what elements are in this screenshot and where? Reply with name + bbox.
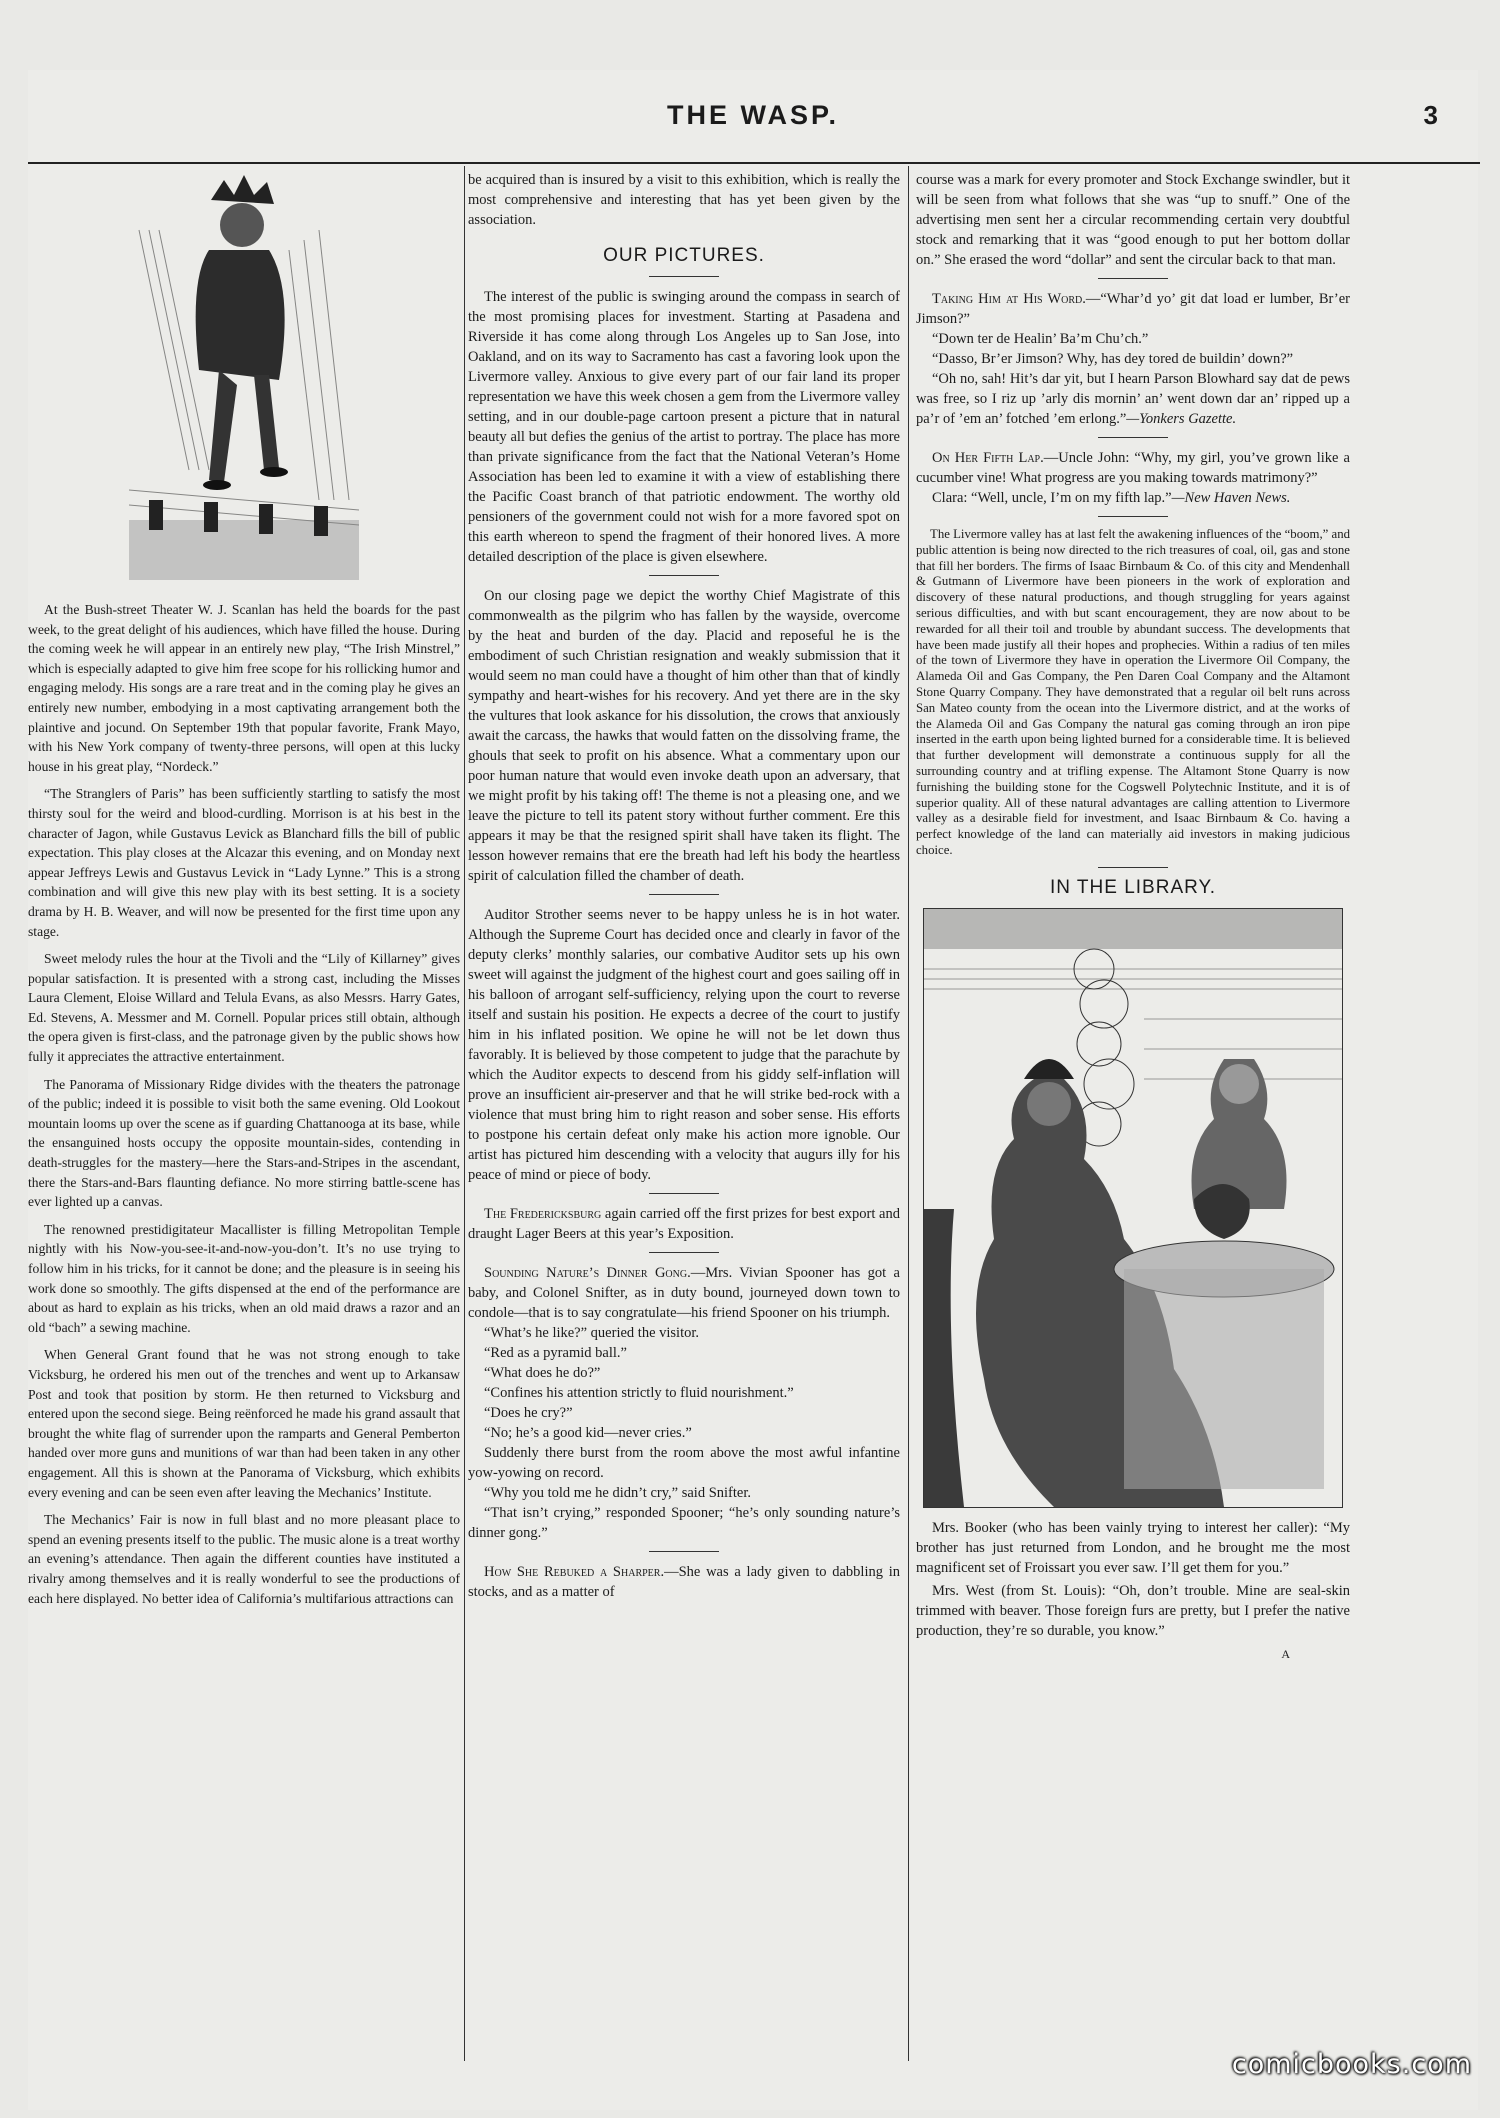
lap-line-text: Clara: “Well, uncle, I’m on my fifth lap.”	[932, 490, 1172, 506]
divider	[649, 1193, 719, 1194]
gong-item	[468, 1263, 900, 1323]
col1-paragraph-4: The Panorama of Missionary Ridge divides with the theaters the patronage of the public; indeed it is possible to visit both the same evening. Old Lookout mountain looms up over the scene as if guarding Chattanooga at its base, while the ensanguined hosts occupy the opposite mountain-sides, contending in death-struggles for the mastery—here the Stars-and-Stripes in the ascendant, there the Stars-and-Bars flaunting defiance. No more stirring battle-scene has ever lighted up a canvas.	[28, 1076, 460, 1210]
word-line-text: “Oh no, sah! Hit’s dar yit, but I hearn Parson Blowhard say dat de pews was free, so I riz up ’arly dis mornin’ an’ went down dar an’ ripped up a pa’r of ’em an’ fotched ’em erlong.”	[916, 371, 1350, 427]
library-illustration	[923, 908, 1343, 1508]
header-rule	[28, 162, 1480, 164]
fredericksburg-item	[468, 1204, 900, 1244]
sharper-title: How She Rebuked a Sharper.	[484, 1564, 665, 1580]
masthead	[28, 100, 1478, 150]
gong-line: “What’s he like?” queried the visitor.	[484, 1325, 700, 1341]
column-3	[916, 170, 1350, 2060]
gong-line: Suddenly there burst from the room above the most awful infantine yow-yowing on record.	[468, 1445, 900, 1481]
word-line: “Dasso, Br’er Jimson? Why, has dey tored de buildin’ down?”	[932, 351, 1294, 367]
word-item	[916, 289, 1350, 329]
divider	[649, 276, 719, 277]
gong-title: Sounding Nature’s Dinner Gong.	[484, 1265, 691, 1281]
column-rule-2	[908, 166, 909, 2061]
column-2	[468, 170, 900, 2060]
gong-line: “Does he cry?”	[484, 1405, 573, 1421]
lap-source: —New Haven News.	[1171, 490, 1291, 506]
word-source: —Yonkers Gazette.	[1126, 411, 1237, 427]
library-heading: IN THE LIBRARY.	[1049, 876, 1216, 898]
fredericksburg-text: again carried off the first prizes for best export and draught Lager Beers at this year’s Exposition.	[468, 1206, 900, 1242]
gong-line: “Why you told me he didn’t cry,” said Snifter.	[484, 1485, 751, 1501]
word-title: Taking Him at His Word.	[932, 291, 1086, 307]
divider	[649, 1551, 719, 1552]
lap-title: On Her Fifth Lap.	[932, 450, 1044, 466]
site-watermark: comicbooks.com	[1231, 2049, 1472, 2080]
newspaper-page	[28, 70, 1478, 2110]
gong-line: “No; he’s a good kid—never cries.”	[484, 1425, 692, 1441]
publication-title: THE WASP.	[666, 100, 840, 130]
divider	[1098, 437, 1168, 438]
divider	[1098, 867, 1168, 868]
col2-paragraph-1: The interest of the public is swinging around the compass in search of the most promising places for investment. Starting at Pasadena and Riverside it has come along through Los Angeles up to San Jose, into Oakland, and on its way to Sacramento has cast a favoring look upon the Livermore valley. Anxious to give every part of our fair land its proper representation we have this week chosen a gem from the Livermore valley setting, and in our double-page cartoon present a picture that in natural beauty all but defies the genius of the artist to portray. The place has more than private significance from the fact that the National Veteran’s Home Association has been led to examine it with a view of establishing there the Pacific Coast branch of that patriotic endowment. The worthy old pensioners of the government could not wish for a more favored spot on this earth whereon to spend the fragment of their honored lives. A more detailed description of the place is given elsewhere.	[468, 289, 900, 565]
word-text: —“Whar’d yo’ git dat load er lumber, Br’er Jimson?”	[916, 291, 1350, 327]
divider	[1098, 278, 1168, 279]
col1-paragraph-6: When General Grant found that he was not strong enough to take Vicksburg, he ordered his men out of the trenches and went up to Arkansaw Post and took that position by storm. He then returned to Vicksburg and entered upon the second siege. Being reënforced he made his grand assault that brought the white flag of surrender upon the ramparts and General Pemberton handed over more guns and munitions of war than had been taken in any other engagement. All this is shown at the Panorama of Vicksburg, which exhibits every evening and can be seen even after leaving the Mechanics’ Institute.	[28, 1347, 460, 1500]
col3-lead: course was a mark for every promoter and Stock Exchange swindler, but it will be seen from what follows that she was “up to snuff.” One of the advertising men sent her a circular recommending certain very doubtful stock and remarking that it was “good enough to put her bottom dollar on.” She erased the word “dollar” and sent the circular back to that man.	[916, 172, 1350, 268]
col2-paragraph-3: Auditor Strother seems never to be happy unless he is in hot water. Although the Supreme Court has decided once and clearly in favor of the deputy clerks’ monthly salaries, our combative Auditor sets up his own sweet will against the judgment of the highest court and goes sailing off in his balloon of arrogant self-sufficiency, relying upon the court to reverse itself and sustain his position. He expects a decree of the court to justify him in his inflated position. We opine he will not be let down thus favorably. It is believed by those competent to judge that the parachute by which the Auditor expects to descend from his giddy self-inflation will prove an insufficient air-preserver and that he will strike bed-rock with a violence that must bring him to right reason and sober sense. His efforts to postpone his certain defeat only make his action more ignoble. Our artist has pictured him descending with a velocity that augurs illy for his peace of mind or piece of body.	[468, 907, 900, 1183]
col1-paragraph-1: At the Bush-street Theater W. J. Scanlan has held the boards for the past week, to the great delight of his audiences, which have filled the house. During the coming week he will appear in an entirely new play, “The Irish Minstrel,” which is especially adapted to give him free scope for his rollicking humor and engaging melody. His songs are a rare treat and in the coming play he gives an entirely new number, embodying in a most captivating arrangement both the plaintive and jocund. On September 19th that popular favorite, Frank Mayo, with his New York company of twenty-three persons, will open at this lucky house in his great play, “Nordeck.”	[28, 602, 460, 774]
col1-paragraph-3: Sweet melody rules the hour at the Tivoli and the “Lily of Killarney” gives popular satisfaction. It is presented with a strong cast, including the Misses Laura Clement, Eloise Willard and Telula Evans, as also Messrs. Harry Gates, Ed. Stevens, A. Messmer and M. Cornell. Popular prices still obtain, although the opera given is first-class, and the patronage given by the public shows how fully it appreciates the attractive entertainment.	[28, 951, 460, 1065]
king-engraving-illustration	[129, 170, 359, 590]
gong-line: “Red as a pyramid ball.”	[484, 1345, 627, 1361]
livermore-notice	[916, 527, 1350, 859]
word-line	[916, 369, 1350, 429]
fredericksburg-title: The Fredericksburg	[484, 1206, 602, 1222]
page-number: 3	[1423, 100, 1438, 130]
column-1	[28, 170, 460, 2060]
divider	[1098, 516, 1168, 517]
lap-line	[916, 488, 1350, 508]
lap-text: —Uncle John: “Why, my girl, you’ve grown like a cucumber vine! What progress are you making towards matrimony?”	[916, 450, 1350, 486]
col1-paragraph-7: The Mechanics’ Fair is now in full blast and no more pleasant place to spend an evening presents itself to the public. The music alone is a treat worthy an evening’s attendance. Then again the different counties have instituted a rivalry among themselves and it is really wonderful to see the productions of each here displayed. No better idea of California’s multifarious attractions can	[28, 1512, 460, 1606]
sharper-text: —She was a lady given to dabbling in stocks, and as a matter of	[468, 1564, 900, 1600]
divider	[649, 894, 719, 895]
livermore-text: The Livermore valley has at last felt the awakening influences of the “boom,” and public attention is being now directed to the rich treasures of coal, oil, gas and stone that fill her borders. The firms of Isaac Birnbaum & Co. of this city and Mendenhall & Gutmann of Livermore have been pioneers in the work of exploration and discovery of these natural productions, and though struggling for years against serious difficulties, and with but scant encouragement, they are now about to be rewarded for all their toil and trouble by abundant success. The developments that have been made justify all their hopes and prophecies. Within a radius of ten miles of the town of Livermore they have in operation the Livermore Oil Company, the Alameda Oil and Gas Company, the Pen Daren Coal Company and the Altamont Stone Quarry Company. They have demonstrated that a regular oil belt runs across San Mateo county from the ocean into the Livermore district, and at the works of the Alameda Oil and Gas Company the natural gas coming through an iron pipe inserted in the earth upon being lighted burned for a considerable time. It is believed that further development will demonstrate a continuous supply for all the surrounding country and at trifling expense. The Altamont Stone Quarry is now furnishing the building stone for the Cogswell Polytechnic Institute, and it is of superior quality. All of these natural advantages are calling attention to Livermore valley as a desirable field for investment, and Isaac Birnbaum & Co. having a perfect knowledge of the land can materially aid investors in making judicious choice.	[916, 527, 1350, 857]
gong-line: “What does he do?”	[484, 1365, 601, 1381]
column-rule-1	[464, 166, 465, 2061]
library-caption	[916, 1518, 1350, 1641]
col1-paragraph-2: “The Stranglers of Paris” has been sufficiently startling to satisfy the most thirsty soul for the weird and blood-curdling. Morrison is at his best in the character of Jagon, while Gustavus Levick as Blanchard fills the bill of public expectation. This play closes at the Alcazar this evening, and on Monday next appear Jeffreys Lewis and Gustavus Levick in “Lady Lynne.” This is a strong combination and will give this new play with its best setting. It is a society drama by H. B. Weaver, and will now be presented for the first time upon any stage.	[28, 786, 460, 939]
our-pictures-heading: OUR PICTURES.	[603, 245, 765, 266]
gong-line: “That isn’t crying,” responded Spooner; “he’s only sounding nature’s dinner gong.”	[468, 1505, 900, 1541]
gong-line: “Confines his attention strictly to fluid nourishment.”	[484, 1385, 794, 1401]
col2-lead: be acquired than is insured by a visit to this exhibition, which is really the most comprehensive and interesting that has yet been given by the association.	[468, 172, 900, 228]
signature-mark: A	[1281, 1646, 1290, 1661]
word-line: “Down ter de Healin’ Ba’m Chu’ch.”	[932, 331, 1149, 347]
divider	[649, 575, 719, 576]
caption-paragraph-2: Mrs. West (from St. Louis): “Oh, don’t trouble. Mine are seal-skin trimmed with beaver. Those foreign furs are pretty, but I prefer the native production, they’re so durable, you know.”	[916, 1582, 1350, 1639]
divider	[649, 1252, 719, 1253]
col1-paragraph-5: The renowned prestidigitateur Macallister is filling Metropolitan Temple nightly with his Now-you-see-it-and-now-you-don’t. It’s no use trying to follow him in his tricks, for it cannot be done; and the pleasure is in seeing his work done so smoothly. The gifts dispensed at the end of the performance are about as hard to explain as his tricks, when an old maid draws a razor and an old “bach” a sewing machine.	[28, 1221, 460, 1335]
col2-paragraph-2: On our closing page we depict the worthy Chief Magistrate of this commonwealth as the pilgrim who has fallen by the wayside, overcome by the heat and burden of the day. Placid and reposeful he is the embodiment of such Christian resignation and weakly submission that it would seem no man could have a thought of him other than that of kindly sympathy and heart-wishes for his recovery. And yet there are in the sky the vultures that look askance for his dissolution, the crows that anxiously await the carcass, the hawks that would fatten on the dissolving frame, the ghouls that seek to profit on his absence. What a commentary upon our poor human nature that would even invoke death upon an adversary, that we might profit by his taking off! The theme is not a pleasing one, and we leave the picture to tell its patent story without further comment. Ere this appears it may be that the resigned spirit shall have taken its flight. The lesson however remains that ere the breath had left his body the heartless spirit of calculation filled the chamber of death.	[468, 588, 900, 884]
lap-item	[916, 448, 1350, 488]
gong-text: —Mrs. Vivian Spooner has got a baby, and Colonel Snifter, as in duty bound, journeyed down town to condole—that is to say congratulate—his friend Spooner on his triumph.	[468, 1265, 900, 1321]
sharper-item	[468, 1562, 900, 1602]
caption-paragraph-1: Mrs. Booker (who has been vainly trying to interest her caller): “My brother has just returned from London, and he brought me the most magnificent set of Froissart you ever saw. I’ll get them for you.”	[916, 1519, 1350, 1576]
